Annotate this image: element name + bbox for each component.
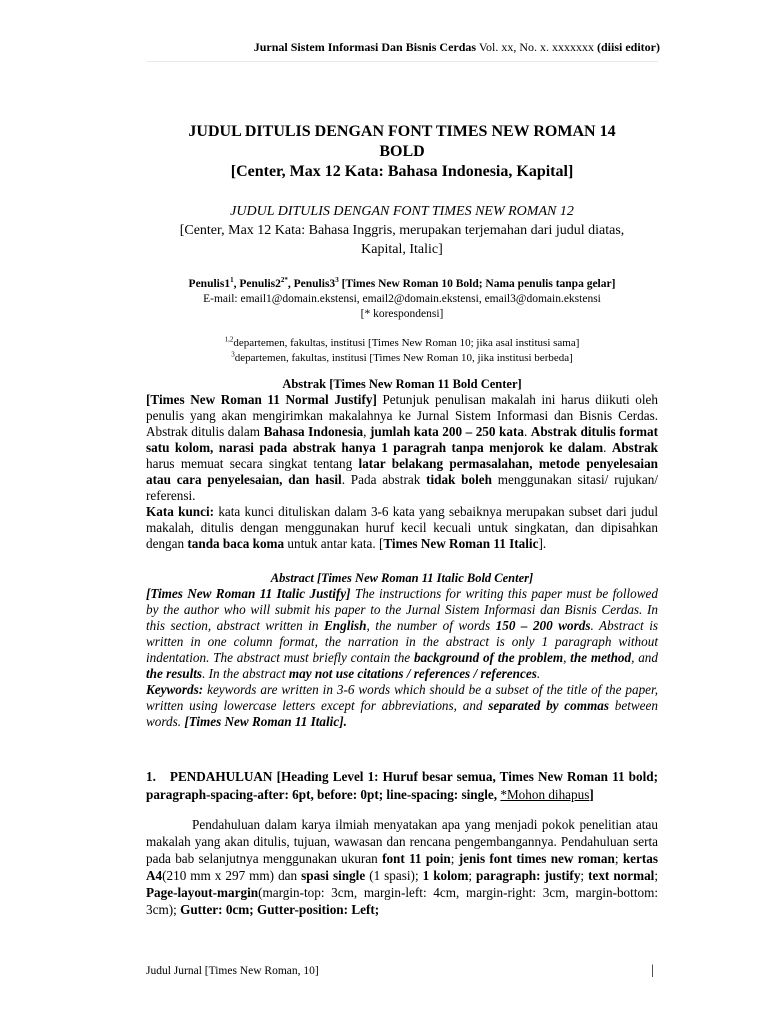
title-line: [Center, Max 12 Kata: Bahasa Indonesia, Kapital]: [230, 163, 574, 180]
abstract-run: may not use citations / references / references: [288, 666, 537, 681]
affiliation-text: departemen, fakultas, institusi [Times New Roman 10, jika institusi berbeda]: [234, 352, 573, 364]
author-name: Penulis3: [293, 278, 336, 290]
editor-note: (diisi editor): [597, 40, 660, 54]
footer-separator: |: [651, 963, 654, 978]
correspondence-note: [* korespondensi]: [360, 308, 444, 320]
affiliation-text: departemen, fakultas, institusi [Times New Roman 10; jika asal institusi sama]: [233, 337, 580, 349]
abstract-run: [Times New Roman 11 Italic Justify]: [146, 586, 351, 601]
body-paragraph: [146, 816, 658, 918]
email-line: E-mail: email1@domain.ekstensi, email2@domain.ekstensi, email3@domain.ekstensi: [203, 293, 601, 305]
kata-kunci-run: untuk antar kata. [: [284, 536, 384, 551]
abstract-title: Abstract [Times New Roman 11 Italic Bold Center]: [270, 571, 534, 585]
title-line: JUDUL DITULIS DENGAN FONT TIMES NEW ROMAN 14: [188, 123, 616, 140]
body-run: Page-layout-margin: [146, 885, 259, 900]
abstract-run: the results: [146, 666, 203, 681]
author-sup: 1: [230, 276, 234, 285]
abstract-run: ,: [563, 650, 571, 665]
body-run: ;: [450, 851, 459, 866]
abstrak-title: Abstrak [Times New Roman 11 Bold Center]: [282, 377, 522, 391]
abstract-run: The instructions for writing this paper must be followed by the author who will submit his paper to the Jurnal Sistem Informasi dan Bisnis Cerdas. In this section, abstract written in: [146, 586, 658, 633]
author-sup: 2*: [280, 276, 288, 285]
keywords-paragraph: [146, 682, 658, 730]
author-block: [146, 277, 658, 322]
abstrak-paragraph: [146, 392, 658, 504]
author-name: Penulis2: [239, 278, 281, 290]
page-footer: Judul Jurnal [Times New Roman, 10]: [146, 965, 319, 977]
kata-kunci-run: kata kunci dituliskan dalam 3-6 kata yang sebaiknya merupakan subset dari judul makalah, ditulis dengan menggunakan huruf kecil kecuali untuk singkatan, dan dipisahkan dengan: [146, 504, 658, 551]
author-name: Penulis1: [188, 278, 231, 290]
journal-volume: Vol. xx, No. x. xxxxxxx: [478, 40, 594, 54]
body-run: spasi single: [301, 868, 366, 883]
abstract-run: , and: [631, 650, 658, 665]
abstrak-run: .: [603, 440, 612, 455]
body-run: font 11 poin: [382, 851, 451, 866]
section-heading: [146, 768, 658, 804]
affiliation-sup: 1,2: [224, 335, 234, 344]
author-note: [Times New Roman 10 Bold; Nama penulis tanpa gelar]: [338, 278, 616, 290]
keywords-run: keywords are written in 3-6 words which should be a subset of the title of the paper, written using lowercase letters except for abbreviations, and: [146, 682, 658, 713]
abstrak-run: latar belakang permasalahan, metode penyelesaian atau cara penyelesaian, dan hasil: [146, 456, 659, 487]
abstrak-run: .: [523, 424, 531, 439]
header-rule: [147, 61, 658, 62]
kata-kunci-run: tanda baca koma: [187, 536, 285, 551]
body-run: paragraph: justify: [476, 868, 581, 883]
body-run: Gutter: 0cm; Gutter-position: Left;: [180, 902, 380, 917]
body-run: ;: [614, 851, 623, 866]
page-content: [146, 122, 658, 918]
abstrak-run: harus memuat secara singkat tentang: [146, 456, 359, 471]
author-line: [146, 277, 658, 292]
keywords-run: between words.: [146, 698, 658, 729]
body-run: text normal: [588, 868, 655, 883]
abstrak-run: Bahasa Indonesia: [263, 424, 364, 439]
body-run: 1 kolom: [422, 868, 469, 883]
abstrak-run: tidak boleh: [426, 472, 492, 487]
affiliation-line: [146, 336, 658, 351]
abstract-run: English: [323, 618, 367, 633]
body-run: (1 spasi);: [365, 868, 423, 883]
kata-kunci-run: Times New Roman 11 Italic: [383, 536, 539, 551]
author-sup: 3: [335, 276, 339, 285]
body-run: Pendahuluan dalam karya ilmiah menyatakan apa yang menjadi pokok penelitian atau makalah yang akan ditulis, tujuan, wawasan dan rencana pengembangannya. Pendahuluan serta pada bab selanjutnya menggunakan ukuran: [146, 817, 658, 866]
paper-subtitle: [146, 202, 658, 259]
title-line: BOLD: [379, 143, 425, 160]
section-heading-text: PENDAHULUAN [Heading Level 1: Huruf besar semua, Times New Roman 11 bold; paragraph-spacing-after: 6pt, before: 0pt; line-spacing: single,: [146, 769, 658, 802]
abstrak-run: jumlah kata 200 – 250 kata: [369, 424, 524, 439]
abstract-run: the method: [570, 650, 632, 665]
abstract-run: background of the problem: [413, 650, 564, 665]
section-number: 1.: [146, 769, 156, 784]
abstrak-run: menggunakan sitasi/ rujukan/ referensi.: [146, 472, 659, 503]
kata-kunci-paragraph: [146, 504, 658, 552]
body-run: ;: [654, 868, 659, 883]
body-run: ;: [580, 868, 589, 883]
subtitle-line: [Center, Max 12 Kata: Bahasa Inggris, merupakan terjemahan dari judul diatas,: [179, 223, 625, 238]
author-sep: ,: [233, 278, 240, 290]
affiliation-sup: 3: [231, 350, 235, 359]
affiliation-block: [146, 336, 658, 366]
abstract-run: . In the abstract: [202, 666, 289, 681]
body-run: (margin-top: 3cm, margin-left: 4cm, margin-right: 3cm, margin-bottom: 3cm);: [146, 885, 658, 917]
body-run: kertas A4: [146, 851, 658, 883]
keywords-label: Keywords:: [146, 682, 204, 697]
keywords-run: [Times New Roman 11 Italic].: [184, 714, 347, 729]
body-run: jenis font times new roman: [458, 851, 615, 866]
affiliation-line: [146, 351, 658, 366]
keywords-run: separated by commas: [488, 698, 609, 713]
abstrak-run: Abstrak ditulis format satu kolom, narasi pada abstrak hanya 1 paragrah tanpa menjorok ke dalam: [146, 424, 659, 455]
abstract-run: .: [536, 666, 541, 681]
journal-name: Jurnal Sistem Informasi Dan Bisnis Cerdas: [253, 40, 477, 54]
abstrak-run: Abstrak: [611, 440, 658, 455]
kata-kunci-label: Kata kunci:: [146, 504, 215, 519]
body-run: ;: [468, 868, 477, 883]
abstract-run: . Abstract is written in one column format, the narration in the abstract is only 1 paragraph without indentation. The abstract must briefly contain the: [146, 618, 658, 665]
subtitle-line: JUDUL DITULIS DENGAN FONT TIMES NEW ROMAN 12: [230, 204, 574, 219]
running-header: [0, 40, 660, 55]
abstrak-run: ,: [363, 424, 370, 439]
abstrak-run: . Pada abstrak: [341, 472, 427, 487]
section-heading-end: ]: [589, 787, 594, 802]
author-sep: ,: [287, 278, 294, 290]
body-run: (210 mm x 297 mm) dan: [162, 868, 302, 883]
abstract-paragraph: [146, 586, 658, 682]
paper-title: [146, 122, 658, 182]
abstract-run: , the number of words: [366, 618, 496, 633]
abstrak-run: [Times New Roman 11 Normal Justify]: [146, 392, 377, 407]
kata-kunci-run: ].: [538, 536, 547, 551]
abstract-run: 150 – 200 words: [495, 618, 591, 633]
abstrak-run: Petunjuk penulisan makalah ini harus diikuti oleh penulis yang akan mengirimkan makalahnya ke Jurnal Sistem Informasi dan Bisnis Cerdas. Abstrak ditulis dalam: [146, 392, 658, 439]
section-heading-note: *Mohon dihapus: [500, 787, 590, 802]
subtitle-line: Kapital, Italic]: [361, 242, 443, 257]
